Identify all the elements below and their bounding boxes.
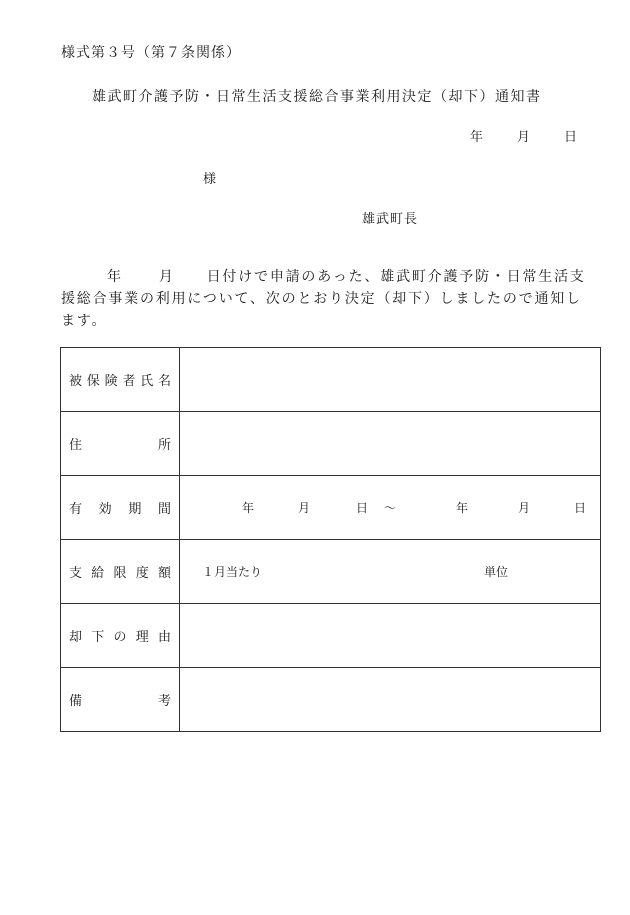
row-label-address: 住 所 <box>61 412 180 476</box>
valid-period-value[interactable] <box>180 476 601 540</box>
row-label-rejection-reason: 却 下 の 理 由 <box>61 604 180 668</box>
period-end-day: 日 <box>574 501 587 515</box>
limit-unit: 単位 <box>484 565 509 579</box>
addressee-suffix: 様 <box>203 172 217 187</box>
issue-date <box>470 126 577 145</box>
table-row <box>61 348 601 412</box>
table-row <box>61 412 601 476</box>
benefit-limit-value[interactable] <box>180 540 601 604</box>
period-end-month: 月 <box>518 501 531 515</box>
row-label-valid-period: 有 効 期 間 <box>61 476 180 540</box>
period-separator: ～ <box>384 501 397 515</box>
body-text: 日付けで申請のあった、雄武町介護予防・日常生活支援総合事業の利用について、次のとおり決定（却下）しましたので通知します。 <box>61 269 586 329</box>
limit-per-month: １月当たり <box>202 565 263 579</box>
table-row <box>61 668 601 732</box>
period-end-year: 年 <box>456 501 469 515</box>
address-value[interactable] <box>180 412 601 476</box>
insured-name-value[interactable] <box>180 348 601 412</box>
table-row <box>61 604 601 668</box>
period-start-day: 日 <box>356 501 369 515</box>
table-row <box>61 476 601 540</box>
issuer-name: 雄武町長 <box>362 212 419 227</box>
issue-date-year: 年 <box>470 130 484 145</box>
form-number: 様式第３号（第７条関係） <box>61 45 241 61</box>
issue-date-day: 日 <box>564 130 578 145</box>
remarks-value[interactable] <box>180 668 601 732</box>
row-label-remarks: 備 考 <box>61 668 180 732</box>
period-start-year: 年 <box>242 501 255 515</box>
row-label-insured-name: 被 保 険 者 氏 名 <box>61 348 180 412</box>
notice-body <box>61 266 591 332</box>
body-year: 年 <box>107 269 123 285</box>
issue-date-month: 月 <box>517 130 531 145</box>
notice-table <box>60 347 601 732</box>
table-row <box>61 540 601 604</box>
period-start-month: 月 <box>298 501 311 515</box>
row-label-benefit-limit: 支 給 限 度 額 <box>61 540 180 604</box>
rejection-reason-value[interactable] <box>180 604 601 668</box>
body-month: 月 <box>158 269 175 285</box>
document-title: 雄武町介護予防・日常生活支援総合事業利用決定（却下）通知書 <box>92 89 542 105</box>
